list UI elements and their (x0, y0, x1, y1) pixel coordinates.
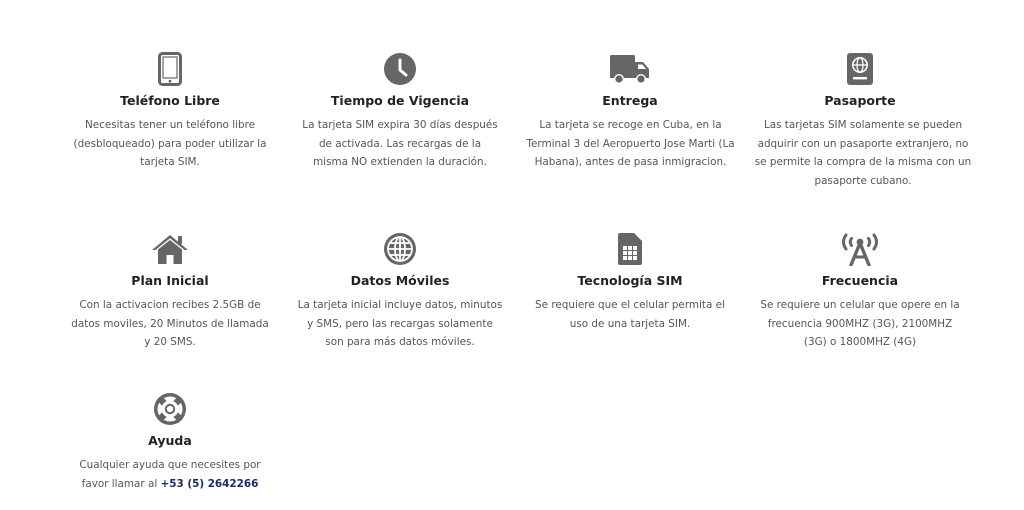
phone-link[interactable]: +53 (5) 2642266 (160, 477, 259, 490)
feature-title: Plan Inicial (131, 273, 209, 288)
feature-frecuencia (745, 230, 975, 390)
truck-icon (523, 50, 737, 88)
feature-title: Frecuencia (821, 273, 899, 288)
feature-title: Tiempo de Vigencia (330, 93, 470, 108)
feature-tecnologia-sim (515, 230, 745, 390)
feature-entrega (515, 50, 745, 230)
help-text: Cualquier ayuda que necesites por favor llamar al (79, 459, 261, 490)
features-row (55, 390, 975, 510)
feature-description: La tarjeta SIM expira 30 días después de activada. Las recargas de la misma NO extienden la duración. (302, 119, 498, 168)
feature-description: Con la activacion recibes 2.5GB de datos moviles, 20 Minutos de llamada y 20 SMS. (71, 299, 269, 348)
feature-pasaporte (745, 50, 975, 230)
features-row (55, 230, 975, 390)
feature-description: La tarjeta se recoge en Cuba, en la Terminal 3 del Aeropuerto Jose Marti (La Habana), antes de pasa inmigracion. (526, 119, 735, 168)
features-row (55, 50, 975, 230)
feature-description: Se requiere que el celular permita el uso de una tarjeta SIM. (535, 299, 725, 330)
passport-icon (753, 50, 967, 88)
smartphone-icon (63, 50, 277, 88)
clock-icon (293, 50, 507, 88)
feature-description: La tarjeta inicial incluye datos, minutos y SMS, pero las recargas solamente son para más datos móviles. (297, 299, 503, 348)
feature-title: Pasaporte (824, 93, 896, 108)
feature-title: Ayuda (148, 433, 192, 448)
home-icon (63, 230, 277, 268)
feature-telefono-libre (55, 50, 285, 230)
feature-title: Entrega (602, 93, 658, 108)
feature-description: Se requiere un celular que opere en la frecuencia 900MHZ (3G), 2100MHZ (3G) o 1800MHZ (4G) (760, 299, 960, 348)
feature-datos-moviles (285, 230, 515, 390)
sim-card-icon (523, 230, 737, 268)
life-ring-icon (63, 390, 277, 428)
feature-plan-inicial (55, 230, 285, 390)
feature-title: Datos Móviles (350, 273, 450, 288)
feature-title: Teléfono Libre (120, 93, 220, 108)
antenna-icon (753, 230, 967, 268)
feature-tiempo-vigencia (285, 50, 515, 230)
feature-description (70, 456, 270, 493)
feature-ayuda (55, 390, 285, 510)
features-grid (55, 50, 975, 510)
globe-icon (293, 230, 507, 268)
feature-title: Tecnología SIM (577, 273, 683, 288)
feature-description: Las tarjetas SIM solamente se pueden adquirir con un pasaporte extranjero, no se permite la compra de la misma con un pasaporte cubano. (754, 119, 972, 187)
feature-description: Necesitas tener un teléfono libre (desbloqueado) para poder utilizar la tarjeta SIM. (73, 119, 267, 168)
